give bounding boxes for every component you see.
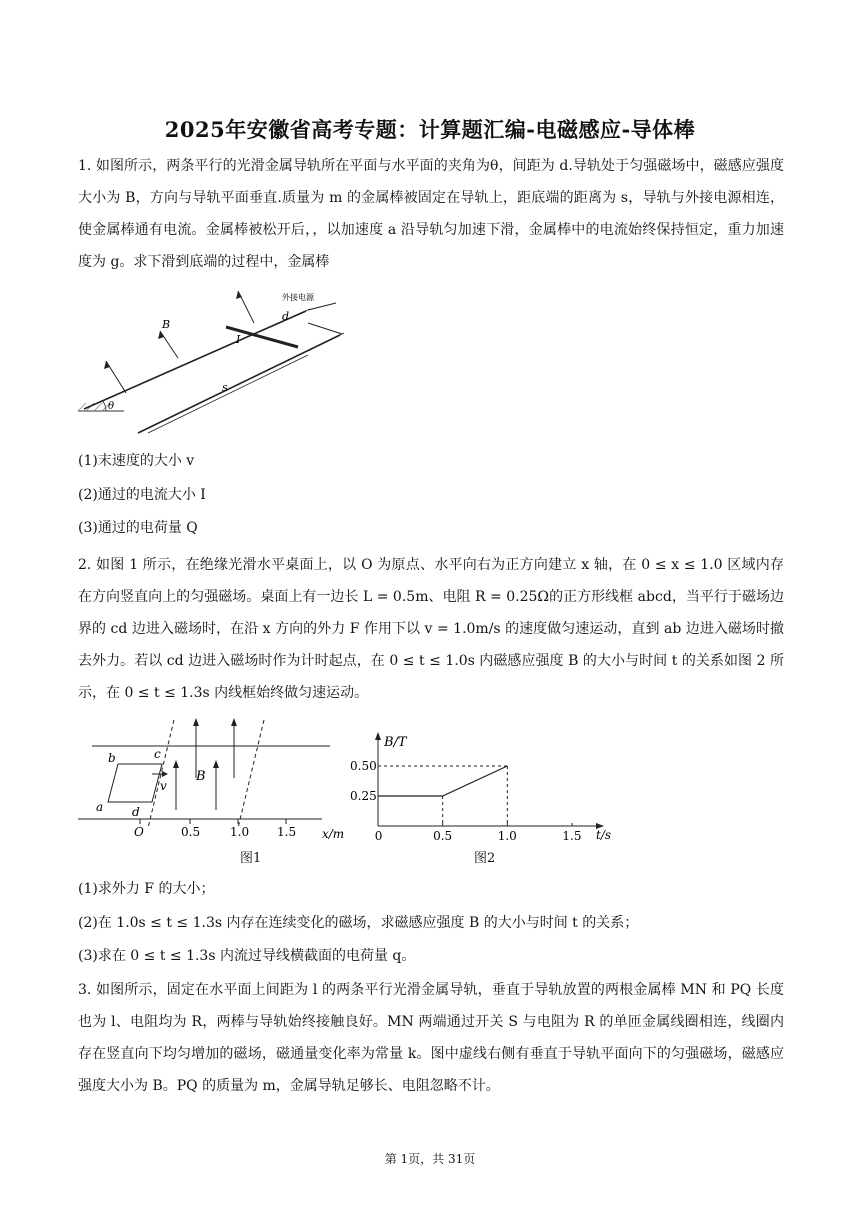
page-footer: 第 1页，共 31页 <box>384 1152 476 1166</box>
fig1-tick-1-0: 1.0 <box>230 825 250 839</box>
fig1-tick-0-5: 0.5 <box>181 825 201 839</box>
power-label: 外接电源 <box>282 293 314 302</box>
problem-2-text: 2. 如图 1 所示，在绝缘光滑水平桌面上，以 O 为原点、水平向右为正方向建立 x 轴，在 0 ≤ x ≤ 1.0 区域内存在方向竖直向上的匀强磁场。桌面上有一边长 L = 0.5m、电阻 R = 0.25Ω的正方形线框 abcd，当平行于磁场边界的 cd 边进入磁场时，在沿 x 方向的外力 F 作用下以 v = 1.0m/s 的速度做匀速运动，直到 ab 边进入磁场时撤去外力。若以 cd 边进入磁场时作为计时起点，在 0 ≤ t ≤ 1.0s 内磁感应强度 B 的大小与时间 t 的关系如图 2 所示，在 0 ≤ t ≤ 1.3s 内线框始终做匀速运动。 <box>78 557 784 701</box>
label-a: a <box>96 800 104 814</box>
label-b: b <box>108 751 116 765</box>
chart-x-label: t/s <box>596 828 612 842</box>
problem-2-question-3: (3)求在 0 ≤ t ≤ 1.3s 内流过导线横截面的电荷量 q。 <box>78 948 416 964</box>
label-c: c <box>154 747 161 761</box>
y-tick-label: 0.25 <box>350 789 377 803</box>
problem-2-figure-2-chart <box>346 728 618 850</box>
fig1-caption: 图1 <box>240 851 262 866</box>
page-title: 2025年安徽省高考专题：计算题汇编-电磁感应-导体棒 <box>164 117 696 142</box>
problem-1-text: 1. 如图所示，两条平行的光滑金属导轨所在平面与水平面的夹角为θ，间距为 d.导轨处于匀强磁场中，磁感应强度大小为 B，方向与导轨平面垂直.质量为 m 的金属棒被固定在导轨上，距底端的距离为 s，导轨与外接电源相连，使金属棒通有电流。金属棒被松开后，，以加速度 a 沿导轨匀加速下滑，金属棒中的电流始终保持恒定，重力加速度为 g。求下滑到底端的过程中，金属棒 <box>78 158 784 270</box>
label-v: v <box>160 779 167 793</box>
y-axis-arrow <box>375 732 381 740</box>
i-label: I <box>236 333 241 346</box>
problem-3-text: 3. 如图所示，固定在水平面上间距为 l 的两条平行光滑金属导轨，垂直于导轨放置的两根金属棒 MN 和 PQ 长度也为 l、电阻均为 R，两棒与导轨始终接触良好。MN 两端通过开关 S 与电阻为 R 的单匝金属线圈相连，线圈内存在竖直向下均匀增加的磁场，磁通量变化率为常量 k。图中虚线右侧有垂直于导轨平面向下的匀强磁场，磁感应强度大小为 B。PQ 的质量为 m，金属导轨足够长、电阻忽略不计。 <box>78 982 784 1094</box>
theta-label: θ <box>108 401 115 412</box>
x-tick-label: 0.5 <box>433 829 453 843</box>
label-d: d <box>132 805 140 819</box>
label-B: B <box>196 769 206 784</box>
problem-1-question-1: (1)末速度的大小 v <box>78 453 195 469</box>
series-line <box>378 766 507 796</box>
fig2-caption: 图2 <box>474 851 496 866</box>
x-tick-label: 1.5 <box>562 829 582 843</box>
problem-2-question-2: (2)在 1.0s ≤ t ≤ 1.3s 内存在连续变化的磁场，求磁感应强度 B 的大小与时间 t 的关系； <box>78 915 639 931</box>
chart-y-label: B/T <box>384 735 407 750</box>
chart-marks <box>378 766 507 826</box>
y-tick-label: 0.50 <box>350 759 377 773</box>
problem-1-question-2: (2)通过的电流大小 I <box>78 487 206 503</box>
fig1-axis-label: x/m <box>322 827 345 841</box>
b-label: B <box>162 318 171 331</box>
x-tick-label: 0 <box>374 829 383 843</box>
problem-2-question-1: (1)求外力 F 的大小； <box>78 881 215 897</box>
fig1-tick-1-5: 1.5 <box>277 825 297 839</box>
problem-1-question-3: (3)通过的电荷量 Q <box>78 520 198 536</box>
s-label: s <box>222 381 228 394</box>
d-label: d <box>282 310 290 323</box>
label-O: O <box>134 825 144 839</box>
x-tick-label: 1.0 <box>497 829 517 843</box>
problem-1-figure <box>76 283 352 443</box>
problem-2-figure-1 <box>78 718 350 850</box>
